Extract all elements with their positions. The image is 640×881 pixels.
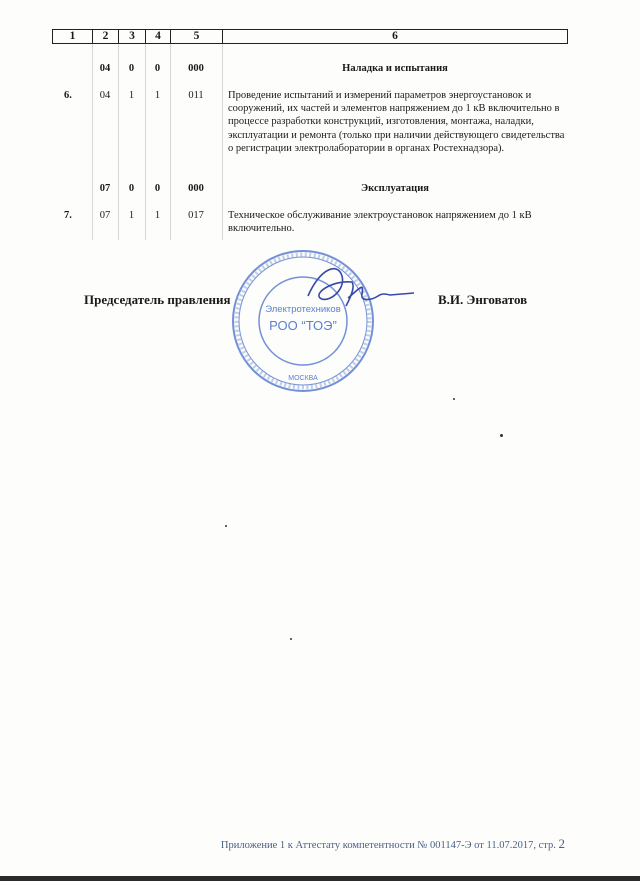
code-number: 011 <box>188 90 204 101</box>
handwritten-signature <box>290 258 420 318</box>
col-header-5: 5 <box>171 30 223 43</box>
footer-text: Приложение 1 к Аттестату компетентности № 001147-Э от 11.07.2017, стр. <box>220 840 556 851</box>
row-number: 7. <box>64 210 72 221</box>
code-item: 1 <box>154 90 161 101</box>
code-item: 0 <box>154 183 161 194</box>
scan-speck <box>290 638 292 640</box>
scan-border <box>0 876 640 881</box>
stamp-subtitle: Электротехников <box>265 304 341 315</box>
stamp-city: МОСКВА <box>288 375 318 382</box>
code-number: 000 <box>188 183 204 194</box>
col-header-1: 1 <box>53 30 93 43</box>
section-heading: Эксплуатация <box>361 183 429 194</box>
col-header-6: 6 <box>392 30 398 42</box>
code-number: 000 <box>188 63 204 74</box>
signatory-position: Председатель правления <box>84 292 231 307</box>
scan-speck <box>225 525 227 527</box>
row-description: Проведение испытаний и измерений параметров энергоустановок и сооружений, их частей и элементов напряжением до 1 кВ включительно в процессе разработки конструкций, изготовления, монтажа, наладки, эксплуатации и ремонта (только при наличии действующего свидетельства о регистрации электролаборатории в органах Ростехнадзора). <box>228 90 565 154</box>
code-number: 017 <box>188 210 204 221</box>
scan-speck <box>500 434 503 437</box>
page-footer <box>205 836 565 852</box>
table-header <box>52 29 568 44</box>
signatory-name: В.И. Энговатов <box>438 292 528 307</box>
code-group: 04 <box>99 63 111 74</box>
col-header-3: 3 <box>119 30 146 43</box>
row-description: Техническое обслуживание электроустановок напряжением до 1 кВ включительно. <box>228 210 532 235</box>
code-sub: 1 <box>128 90 135 101</box>
code-sub: 0 <box>128 63 135 74</box>
code-group: 07 <box>99 210 111 221</box>
code-sub: 1 <box>128 210 135 221</box>
code-group: 04 <box>99 90 111 101</box>
code-item: 1 <box>154 210 161 221</box>
code-group: 07 <box>99 183 111 194</box>
section-heading: Наладка и испытания <box>342 63 448 74</box>
scan-speck <box>453 398 455 400</box>
col-header-2: 2 <box>93 30 119 43</box>
page-number: 2 <box>558 836 565 851</box>
code-item: 0 <box>154 63 161 74</box>
row-number: 6. <box>64 90 72 101</box>
code-sub: 0 <box>128 183 135 194</box>
stamp-title: РОО “ТОЭ” <box>269 318 337 333</box>
col-header-4: 4 <box>146 30 171 43</box>
